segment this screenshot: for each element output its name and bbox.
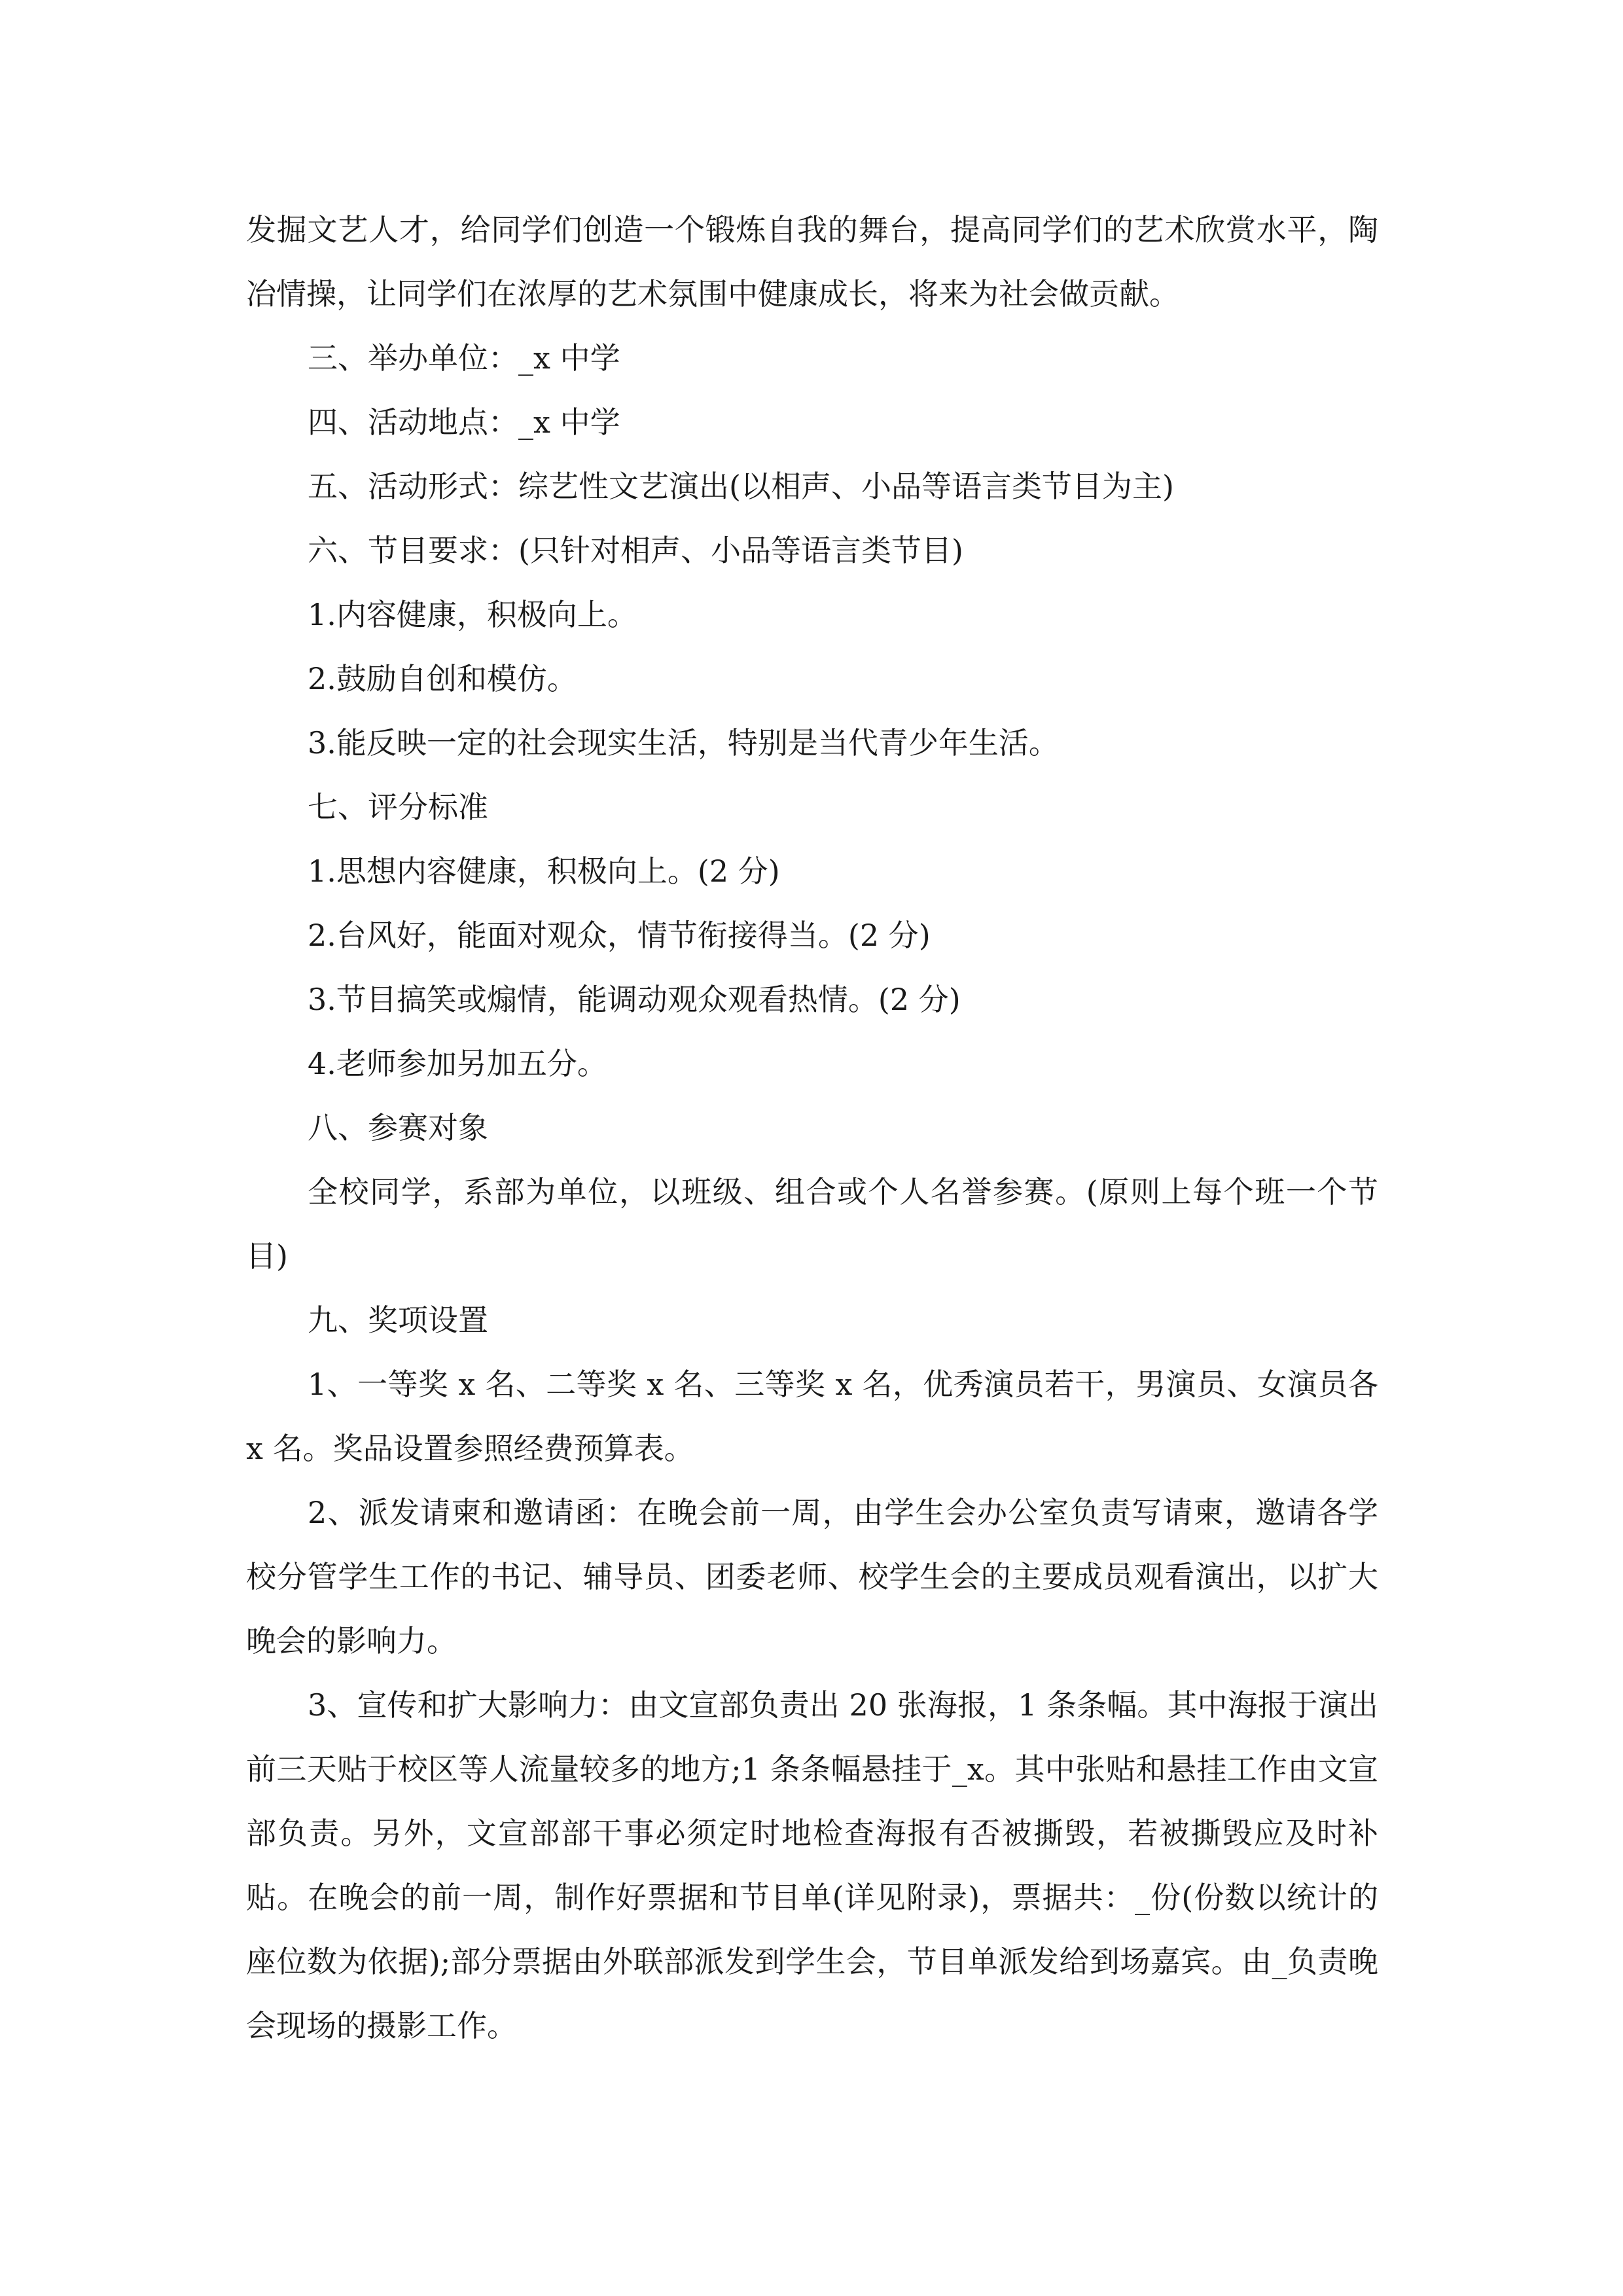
scoring-item-1: 1.思想内容健康，积极向上。(2 分) xyxy=(308,853,780,889)
participants-paragraph: 全校同学，系部为单位，以班级、组合或个人名誉参赛。(原则上每个班一个节目) xyxy=(246,1174,1378,1274)
scoring-item-4: 4.老师参加另加五分。 xyxy=(308,1046,607,1081)
awards-item-1: 1、一等奖 x 名、二等奖 x 名、三等奖 x 名，优秀演员若干，男演员、女演员各 x 名。奖品设置参照经费预算表。 xyxy=(246,1367,1378,1466)
requirement-item-2: 2.鼓励自创和模仿。 xyxy=(308,661,577,696)
awards-item-2: 2、派发请柬和邀请函：在晚会前一周，由学生会办公室负责写请柬，邀请各学校分管学生工作的书记、辅导员、团委老师、校学生会的主要成员观看演出，以扩大晚会的影响力。 xyxy=(246,1495,1378,1659)
requirement-item-3: 3.能反映一定的社会现实生活，特别是当代青少年生活。 xyxy=(308,725,1059,761)
heading-participants: 八、参赛对象 xyxy=(308,1110,488,1145)
awards-item-3: 3、宣传和扩大影响力：由文宣部负责出 20 张海报，1 条条幅。其中海报于演出前三天贴于校区等人流量较多的地方;1 条条幅悬挂于_x。其中张贴和悬挂工作由文宣部负责。另外，文宣部部干事必须定时地检查海报有否被撕毁，若被撕毁应及时补贴。在晚会的前一周，制作好票据和节目单(详见附录)，票据共：_份(份数以统计的座位数为依据);部分票据由外联部派发到学生会，节目单派发给到场嘉宾。由_负责晚会现场的摄影工作。 xyxy=(246,1687,1378,2043)
heading-scoring: 七、评分标准 xyxy=(308,789,488,825)
paragraph-intro-continued: 发掘文艺人才，给同学们创造一个锻炼自我的舞台，提高同学们的艺术欣赏水平，陶冶情操，让同学们在浓厚的艺术氛围中健康成长，将来为社会做贡献。 xyxy=(246,212,1378,312)
heading-format: 五、活动形式：综艺性文艺演出(以相声、小品等语言类节目为主) xyxy=(308,469,1174,504)
heading-awards: 九、奖项设置 xyxy=(308,1302,488,1338)
heading-requirements: 六、节目要求：(只针对相声、小品等语言类节目) xyxy=(308,533,963,568)
document-body xyxy=(246,198,1378,2058)
requirement-item-1: 1.内容健康，积极向上。 xyxy=(308,597,637,632)
heading-organizer: 三、举办单位：_x 中学 xyxy=(308,340,620,376)
heading-venue: 四、活动地点：_x 中学 xyxy=(308,404,620,440)
scoring-item-2: 2.台风好，能面对观众，情节衔接得当。(2 分) xyxy=(308,918,931,953)
scoring-item-3: 3.节目搞笑或煽情，能调动观众观看热情。(2 分) xyxy=(308,982,961,1017)
